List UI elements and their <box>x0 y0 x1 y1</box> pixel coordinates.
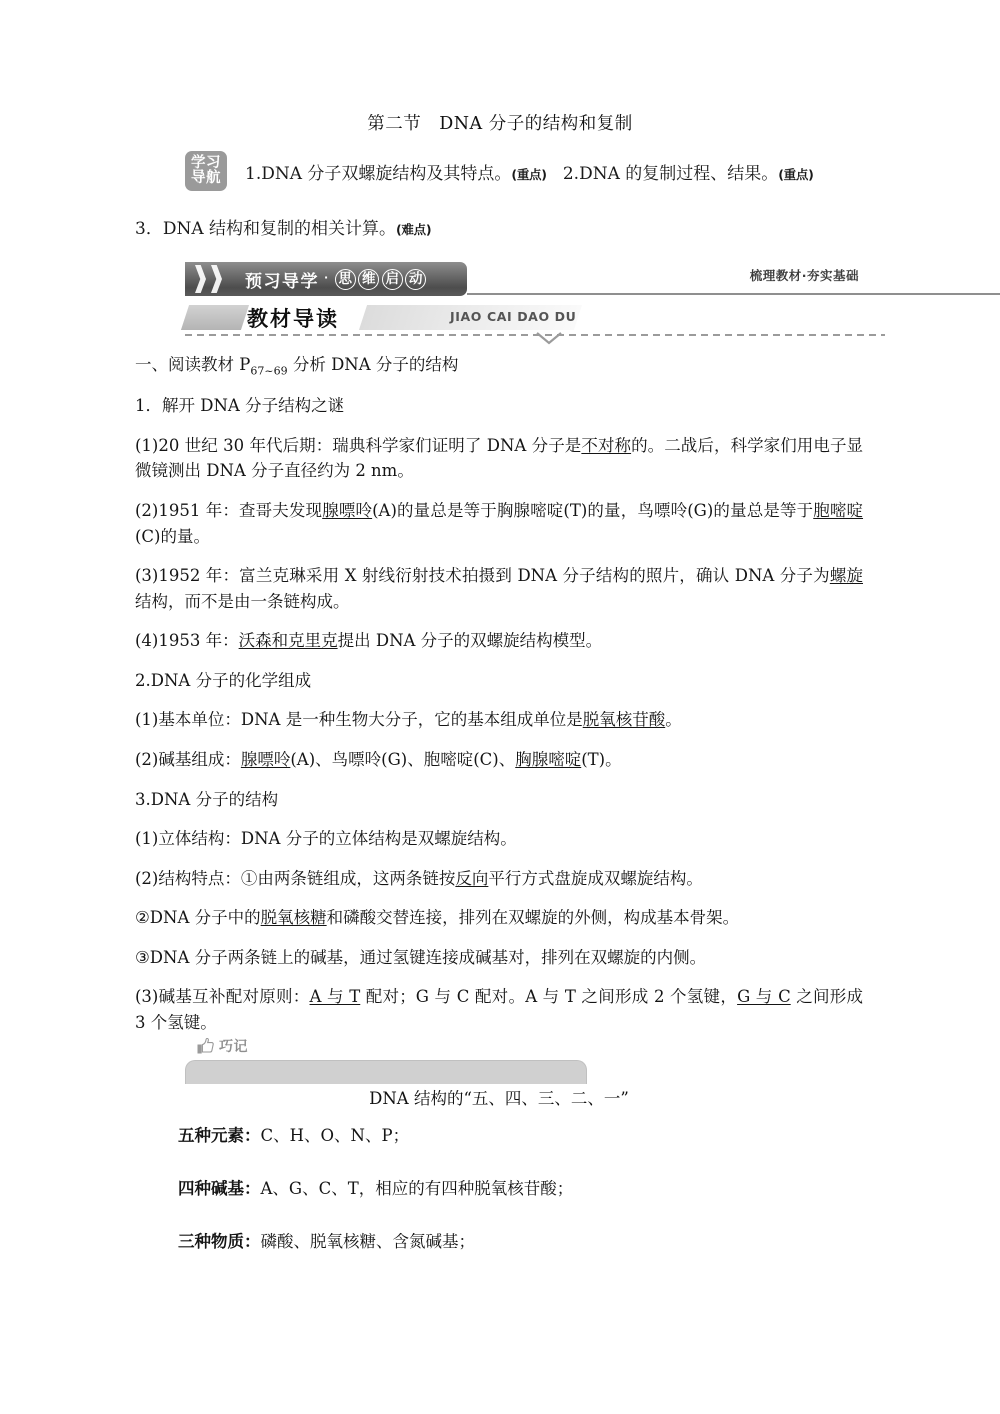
paragraph-3-underline: 螺旋 <box>829 566 863 586</box>
paragraph-11-a: (3)碱基互补配对原则： <box>135 987 310 1007</box>
tip-box <box>197 1036 597 1084</box>
banner-circled-group <box>335 269 429 290</box>
banner-label-part1: 预习导学 <box>245 271 319 292</box>
banner-subtitle: 梳理教材·夯实基础 <box>749 268 859 283</box>
subsection-accent-block <box>181 305 249 330</box>
circled-char-2: 维 <box>358 269 379 290</box>
banner-rule <box>467 293 1000 295</box>
objective-row-2 <box>135 214 865 239</box>
paragraph-6-a: (2)碱基组成： <box>135 749 241 769</box>
badge-line-1: 学习 <box>191 155 221 172</box>
paragraph-6-underline-1: 腺嘌呤 <box>240 749 291 769</box>
learning-objectives <box>135 150 865 239</box>
paragraph-1-a: (1)20 世纪 30 年代后期：瑞典科学家们证明了 DNA 分子是 <box>135 435 582 455</box>
tip-line-2 <box>178 1175 878 1199</box>
paragraph-1-b: 的。二战后，科学家们用电子显微镜测出 DNA 分子直径约为 2 nm。 <box>135 435 864 481</box>
study-navigation-badge <box>185 151 227 191</box>
objective-item-3: 3．DNA 结构和复制的相关计算。 <box>135 219 397 239</box>
paragraph-8-underline: 反向 <box>455 868 489 888</box>
paragraph-2-underline-1: 腺嘌呤 <box>322 501 373 521</box>
tip-line-1-text: C、H、O、N、P； <box>260 1126 410 1145</box>
tip-rounded-bar <box>185 1060 587 1084</box>
objective-item-2: 2.DNA 的复制过程、结果。 <box>562 163 779 184</box>
paragraph-11-underline-1: A 与 T <box>309 987 361 1007</box>
paragraph-8 <box>135 866 863 892</box>
paragraph-6-c: (T)。 <box>581 749 622 769</box>
heading-1-suffix: 分析 DNA 分子的结构 <box>287 355 459 374</box>
tip-content <box>178 1122 878 1281</box>
tip-line-2-text: A、G、C、T，相应的有四种脱氧核苷酸； <box>260 1179 574 1198</box>
tip-line-3-label: 三种物质： <box>178 1232 261 1251</box>
paragraph-6 <box>135 747 863 773</box>
paragraph-3 <box>135 563 863 614</box>
paragraph-5-a: (1)基本单位：DNA 是一种生物大分子，它的基本组成单位是 <box>135 710 583 730</box>
circled-char-4: 动 <box>405 269 426 290</box>
paragraph-2-a: (2)1951 年：查哥夫发现 <box>135 501 323 521</box>
paragraph-8-a: (2)结构特点：①由两条链组成，这两条链按 <box>135 868 456 888</box>
badge-line-2: 导航 <box>191 170 221 186</box>
objective-row-1 <box>135 150 865 192</box>
objective-tag-1: (重点) <box>511 166 547 182</box>
paragraph-7: (1)立体结构：DNA 分子的立体结构是双螺旋结构。 <box>135 829 517 849</box>
paragraph-5 <box>135 707 863 733</box>
paragraph-2 <box>135 498 863 549</box>
paragraph-5-underline: 脱氧核苷酸 <box>582 710 666 730</box>
tip-line-3 <box>178 1228 878 1252</box>
section-3-title: 3.DNA 分子的结构 <box>135 789 279 809</box>
heading-1-page-range: 67~69 <box>250 364 288 378</box>
paragraph-1-underline: 不对称 <box>581 435 632 455</box>
paragraph-4-b: 提出 DNA 分子的双螺旋结构模型。 <box>337 631 603 651</box>
paragraph-9-a: ②DNA 分子中的 <box>135 908 261 928</box>
paragraph-11-c: 之间形成 3 个氢键。 <box>135 987 864 1032</box>
paragraph-3-b: 结构，而不是由一条链构成。 <box>135 591 350 611</box>
subsection-dashed-rule <box>185 334 885 336</box>
paragraph-5-b: 。 <box>665 710 682 730</box>
paragraph-2-b: (A)的量总是等于胸腺嘧啶(T)的量，鸟嘌呤(G)的量总是等于 <box>372 501 814 521</box>
objective-tag-2: (重点) <box>778 166 814 182</box>
objective-item-1: 1.DNA 分子双螺旋结构及其特点。 <box>245 163 512 184</box>
paragraph-1 <box>135 433 863 484</box>
document-body <box>135 352 863 1049</box>
page-title: 第二节 DNA 分子的结构和复制 <box>367 114 633 134</box>
banner-label <box>245 267 429 292</box>
paragraph-11-underline-2: G 与 C <box>737 987 791 1007</box>
tip-line-3-text: 磷酸、脱氧核糖、含氮碱基； <box>260 1232 475 1251</box>
paragraph-4-underline: 沃森和克里克 <box>238 631 338 651</box>
objective-text-line-1 <box>245 159 814 184</box>
subsection-title: 教材导读 <box>247 307 339 331</box>
subsection-banner <box>185 303 885 343</box>
double-chevron-icon <box>185 262 237 296</box>
section-banner <box>185 262 885 296</box>
tip-line-2-label: 四种碱基： <box>178 1179 261 1198</box>
section-2-title: 2.DNA 分子的化学组成 <box>135 670 312 690</box>
paragraph-8-b: 平行方式盘旋成双螺旋结构。 <box>488 868 703 888</box>
chevron-down-icon <box>536 332 562 345</box>
tip-line-1-label: 五种元素： <box>178 1126 261 1145</box>
tip-header <box>197 1036 597 1056</box>
paragraph-9 <box>135 905 863 931</box>
paragraph-4 <box>135 628 863 654</box>
paragraph-2-c: (C)的量。 <box>135 526 210 546</box>
paragraph-9-underline: 脱氧核糖 <box>260 908 327 928</box>
body-heading-1 <box>135 352 863 379</box>
tip-title: DNA 结构的“五、四、三、二、一” <box>369 1089 629 1108</box>
section-1-title: 1．解开 DNA 分子结构之谜 <box>135 396 345 416</box>
paragraph-9-b: 和磷酸交替连接，排列在双螺旋的外侧，构成基本骨架。 <box>326 908 740 928</box>
banner-separator-dot: · <box>324 270 330 284</box>
thumbs-up-icon <box>197 1038 214 1054</box>
paragraph-2-underline-2: 胞嘧啶 <box>813 501 864 521</box>
paragraph-3-a: (3)1952 年：富兰克琳采用 X 射线衍射技术拍摄到 DNA 分子结构的照片，确认 DNA 分子为 <box>135 566 830 586</box>
paragraph-11 <box>135 984 863 1035</box>
heading-1-prefix: 一、阅读教材 P <box>135 355 251 374</box>
circled-char-1: 思 <box>335 269 356 290</box>
objective-tag-3: (难点) <box>396 222 432 237</box>
paragraph-6-b: (A)、鸟嘌呤(G)、胞嘧啶(C)、 <box>290 749 516 769</box>
paragraph-10: ③DNA 分子两条链上的碱基，通过氢键连接成碱基对，排列在双螺旋的内侧。 <box>135 947 707 967</box>
circled-char-3: 启 <box>382 269 403 290</box>
paragraph-11-b: 配对；G 与 C 配对。A 与 T 之间形成 2 个氢键， <box>360 987 738 1007</box>
paragraph-4-a: (4)1953 年： <box>135 631 239 651</box>
paragraph-6-underline-2: 胸腺嘧啶 <box>515 749 582 769</box>
subsection-pinyin: JIAO CAI DAO DU <box>450 309 577 324</box>
tip-line-1 <box>178 1122 878 1146</box>
tip-label: 巧记 <box>219 1039 248 1055</box>
